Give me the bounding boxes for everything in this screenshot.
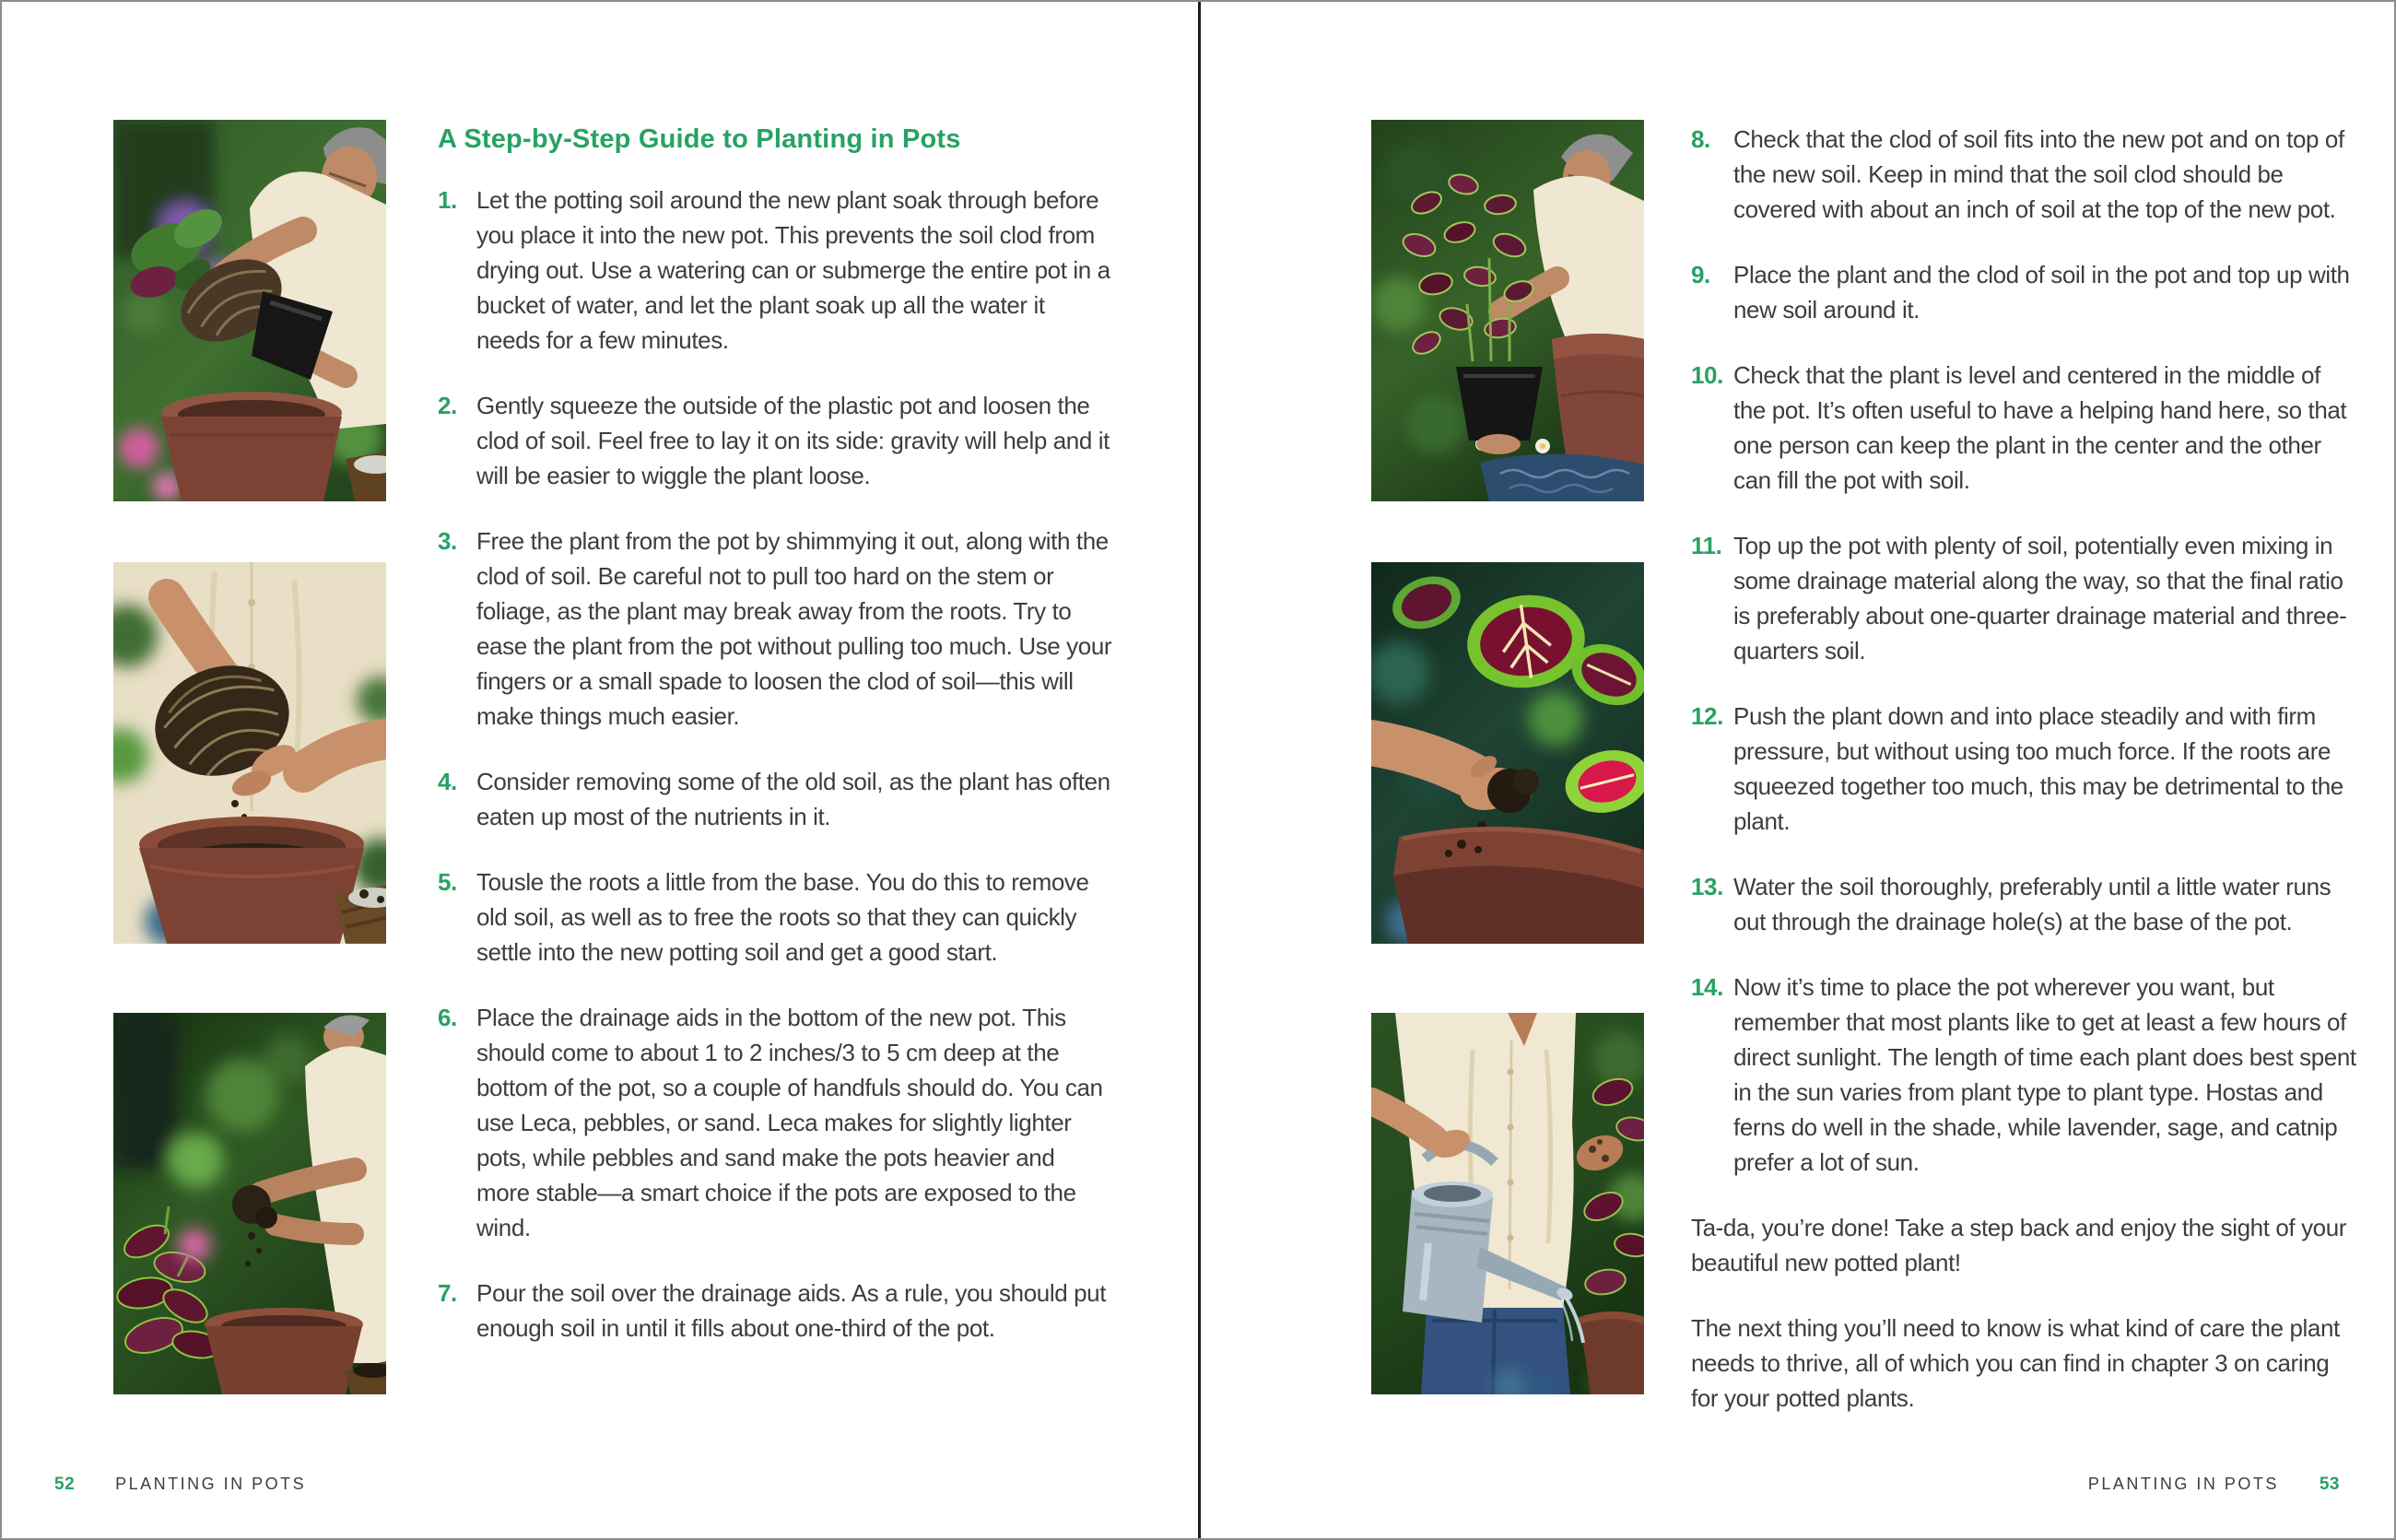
step-7-number: 7. [438,1279,457,1307]
steps-list-8-14 [1691,122,2358,1180]
step-13-number: 13. [1691,873,1723,900]
photo-step-watering [1371,1013,1644,1394]
closing-paragraph-2: The next thing you’ll need to know is what kind of care the plant needs to thrive, all of which you can find in chapter 3 on caring for your potted plants. [1691,1314,2340,1412]
step-9-number: 9. [1691,261,1710,288]
step-1-number: 1. [438,186,457,214]
step-5-number: 5. [438,868,457,896]
step-2-text: Gently squeeze the outside of the plastic pot and loosen the clod of soil. Feel free to lay it on its side: gravity will help and it will be easier to wiggle the plant loose. [476,392,1110,489]
left-page-footer [54,1475,306,1495]
step-1-text: Let the potting soil around the new plant soak through before you place it into the new pot. This prevents the soil clod from drying out. Use a watering can or submerge the entire pot in a bucket of water, and let the plant soak up all the water it needs for a few minutes. [476,186,1110,354]
step-6 [438,1000,1112,1245]
step-4-text: Consider removing some of the old soil, as the plant has often eaten up most of the nutrients in it. [476,768,1110,830]
closing-paragraph-1: Ta-da, you’re done! Take a step back and enjoy the sight of your beautiful new potted plant! [1691,1214,2347,1276]
step-10-text: Check that the plant is level and centered in the middle of the pot. It’s often useful to have a helping hand here, so that one person can keep the plant in the center and the other can fill the pot with soil. [1733,361,2347,494]
step-10-number: 10. [1691,361,1723,389]
step-9 [1691,257,2358,327]
photo-step-loosening-roots [113,562,386,944]
photo-step-adding-drainage [113,1013,386,1394]
steps-list-1-7 [438,182,1112,1346]
step-11 [1691,528,2358,668]
step-14-number: 14. [1691,973,1723,1001]
step-6-text: Place the drainage aids in the bottom of the new pot. This should come to about 1 to 2 inches/3 to 5 cm deep at the bottom of the pot, so a couple of handfuls should do. You can use Leca, pebbles, or sand. Leca makes for slightly lighter pots, while pebbles and sand make the pots heavier and more stable—a smart choice if the pots are exposed to the wind. [476,1004,1103,1241]
step-3-text: Free the plant from the pot by shimmying it out, along with the clod of soil. Be careful not to pull too hard on the stem or foliage, as the plant may break away from the roots. Try to ease the plant from the pot without pulling too much. Use your fingers or a small spade to loosen the clod of soil—this will make things much easier. [476,527,1112,730]
step-6-number: 6. [438,1004,457,1031]
section-heading: A Step-by-Step Guide to Planting in Pots [438,124,961,154]
step-1 [438,182,1112,358]
step-7 [438,1275,1112,1346]
step-12 [1691,699,2358,839]
step-12-number: 12. [1691,702,1723,730]
right-page-number: 53 [2319,1475,2340,1494]
step-8-text: Check that the clod of soil fits into the new pot and on top of the new soil. Keep in mind that the soil clod should be covered with about an inch of soil at the top of the new pot. [1733,125,2344,223]
step-9-text: Place the plant and the clod of soil in the pot and top up with new soil around it. [1733,261,2350,323]
step-8-number: 8. [1691,125,1710,153]
left-text-column [438,123,1112,1376]
step-5-text: Tousle the roots a little from the base. You do this to remove old soil, as well as to free the roots so that they can quickly settle into the new potting soil and get a good start. [476,868,1089,966]
step-13-text: Water the soil thoroughly, preferably until a little water runs out through the drainage hole(s) at the base of the pot. [1733,873,2331,935]
left-page-number: 52 [54,1475,76,1494]
step-13 [1691,869,2358,939]
step-14 [1691,970,2358,1180]
photo-step-topping-soil [1371,562,1644,944]
page-gutter-divider [1198,2,1201,1538]
step-2 [438,388,1112,493]
right-page-footer [2088,1475,2340,1495]
step-11-text: Top up the pot with plenty of soil, potentially even mixing in some drainage material along the way, so that the final ratio is preferably about one-quarter drainage material and three-quarters soil. [1733,532,2347,664]
step-4 [438,764,1112,834]
step-11-number: 11. [1691,532,1722,559]
step-8 [1691,122,2358,227]
step-2-number: 2. [438,392,457,419]
left-running-title: PLANTING IN POTS [115,1475,307,1493]
step-4-number: 4. [438,768,457,795]
step-10 [1691,358,2358,498]
step-12-text: Push the plant down and into place steadily and with firm pressure, but without using too much force. If the roots are squeezed together too much, this may be detrimental to the plant. [1733,702,2343,835]
step-7-text: Pour the soil over the drainage aids. As a rule, you should put enough soil in until it fills about one-third of the pot. [476,1279,1107,1342]
step-3 [438,523,1112,734]
right-text-column [1691,122,2358,1446]
photo-step-soaking-plant [113,120,386,501]
step-14-text: Now it’s time to place the pot wherever you want, but remember that most plants like to get at least a few hours of direct sunlight. The length of time each plant does best spent in the sun varies from plant type to plant type. Hostas and ferns do well in the shade, while lavender, sage, and catnip prefer a lot of sun. [1733,973,2356,1176]
step-5 [438,864,1112,970]
right-running-title: PLANTING IN POTS [2087,1475,2279,1493]
step-3-number: 3. [438,527,457,555]
photo-step-checking-fit [1371,120,1644,501]
